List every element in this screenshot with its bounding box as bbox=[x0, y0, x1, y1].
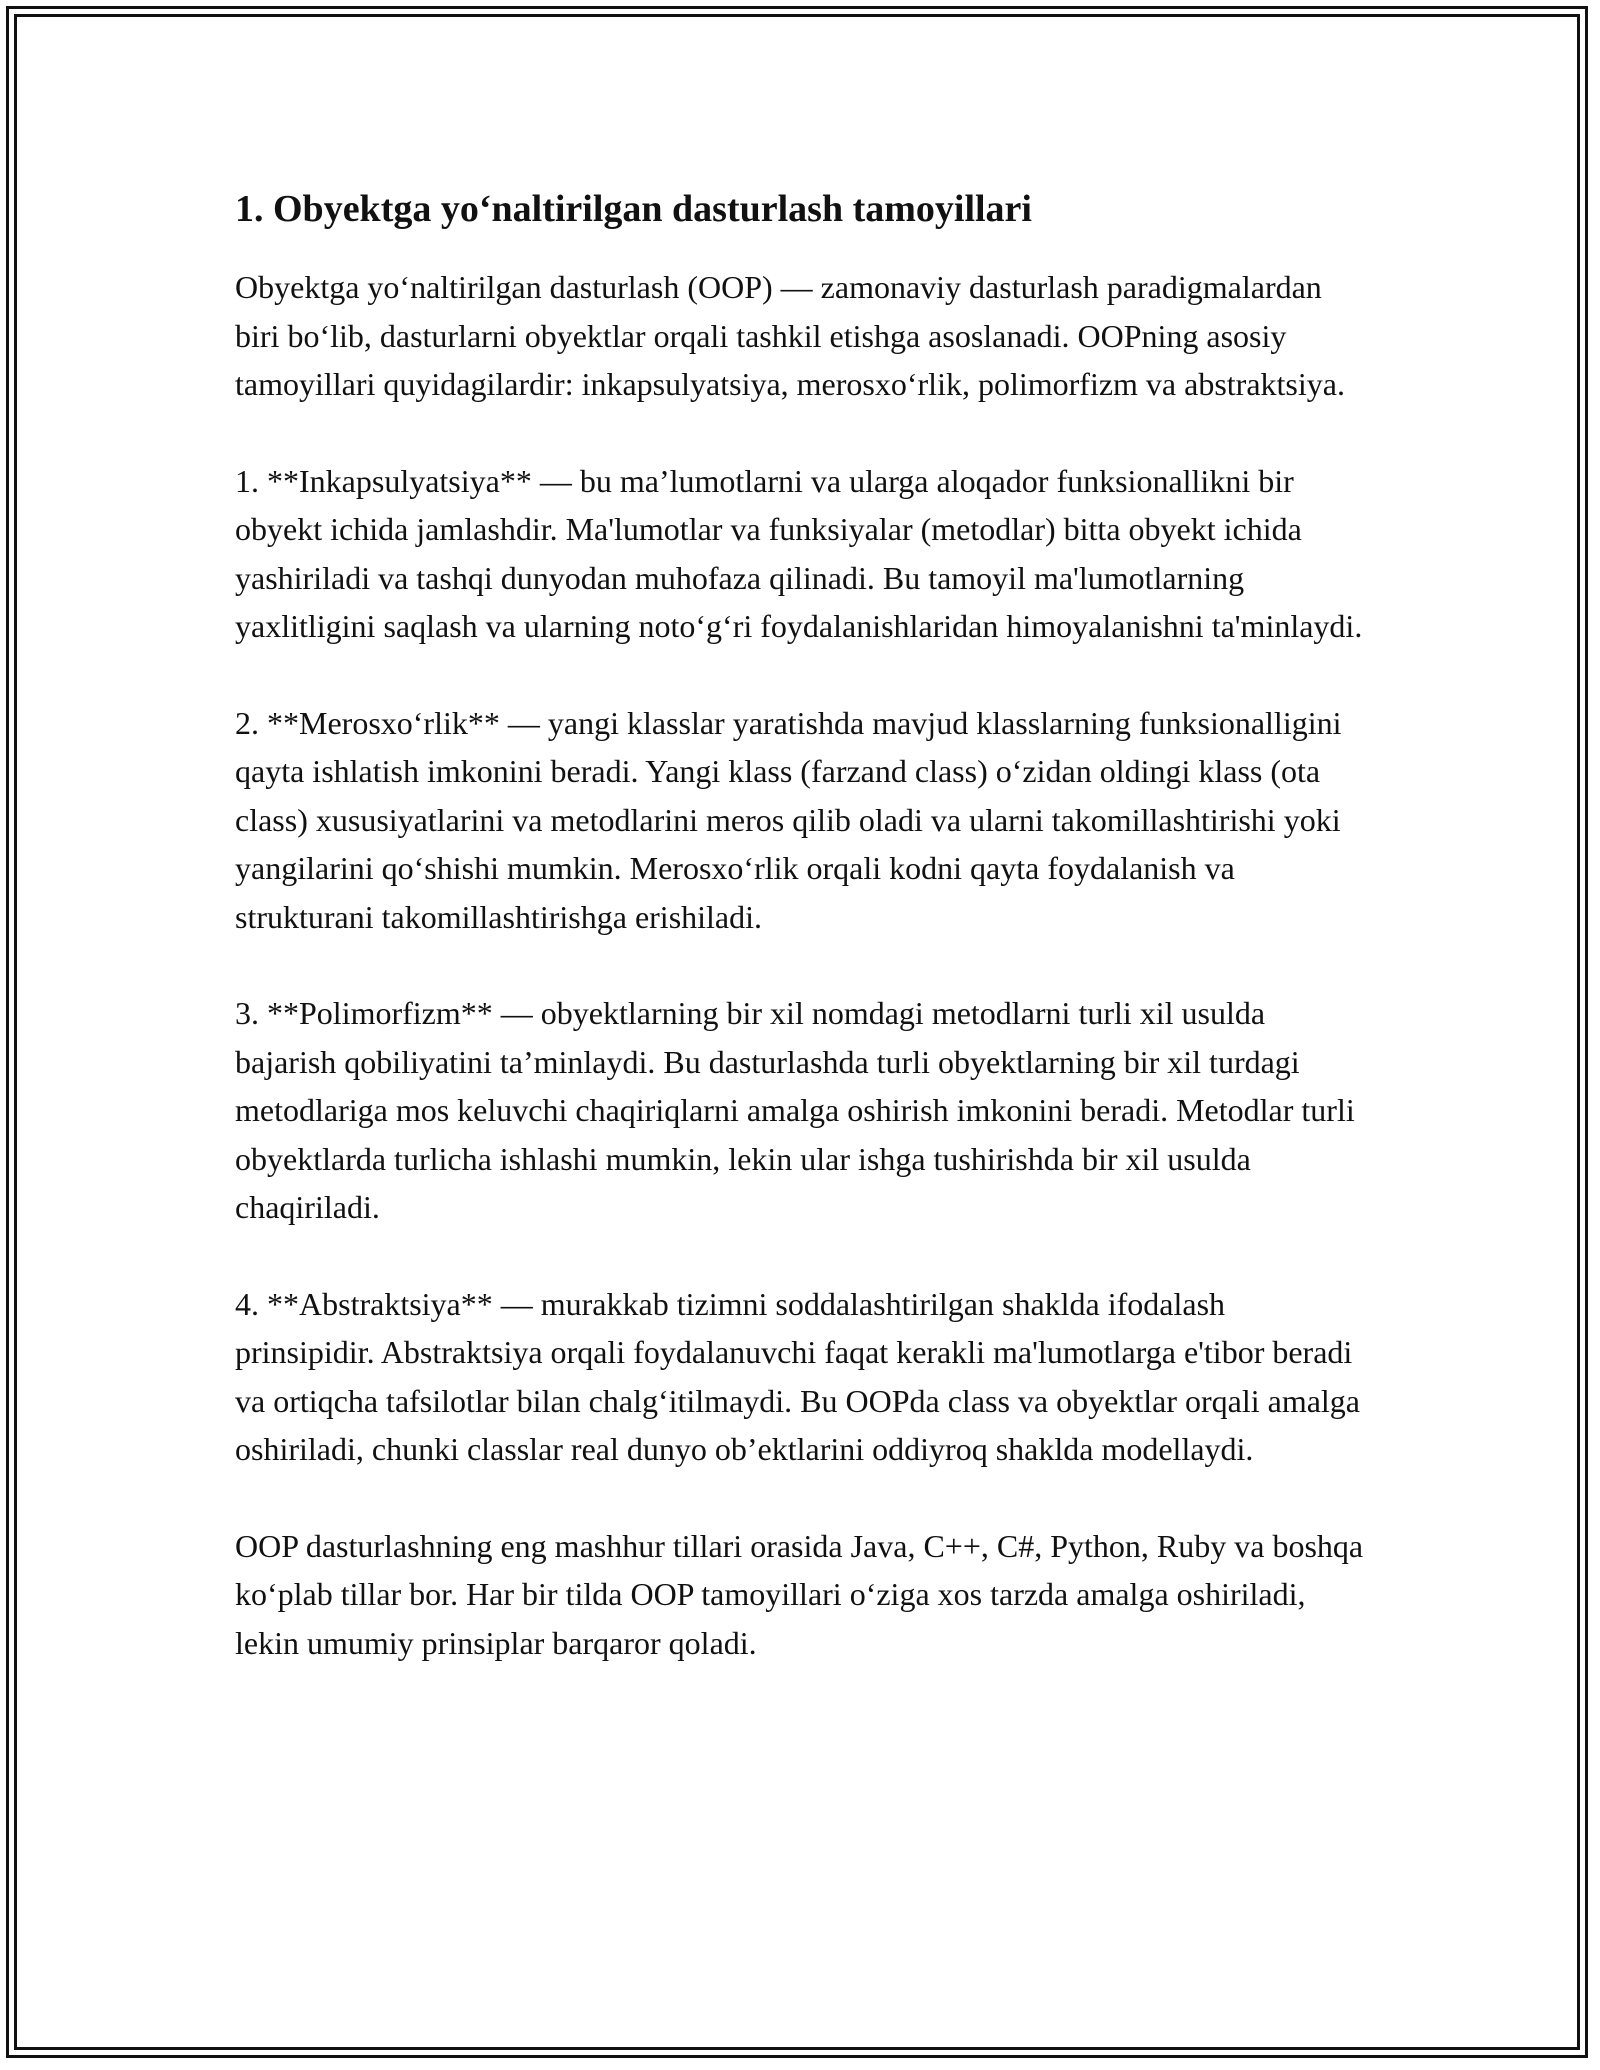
abstraction-paragraph: 4. **Abstraktsiya** — murakkab tizimni soddalashtirilgan shaklda ifodalash prinsipidir. Abstraktsiya orqali foydalanuvchi faqat kerakli ma'lumotlarga e'tibor beradi va ortiqcha tafsilotlar bilan chalg‘itilmaydi. Bu OOPda class va obyektlar orqali amalga oshiriladi, chunki classlar real dunyo ob’ektlarini oddiyroq shaklda modellaydi. bbox=[235, 1285, 1360, 1467]
inheritance-paragraph: 2. **Merosxo‘rlik** — yangi klasslar yaratishda mavjud klasslarning funksionalligini qayta ishlatish imkonini beradi. Yangi klass (farzand class) o‘zidan oldingi klass (ota class) xususiyatlarini va metodlarini meros qilib oladi va ularni takomillashtirishi yoki yangilarini qo‘shishi mumkin. Merosxo‘rlik orqali kodni qayta foydalanish va strukturani takomillashtirishga erishiladi. bbox=[235, 704, 1342, 935]
document-title: 1. Obyektga yo‘naltirilgan dasturlash tamoyillari bbox=[235, 188, 1032, 230]
conclusion-paragraph: OOP dasturlashning eng mashhur tillari orasida Java, C++, C#, Python, Ruby va boshqa ko‘plab tillar bor. Har bir tilda OOP tamoyillari o‘ziga xos tarzda amalga oshiriladi, lekin umumiy prinsiplar barqaror qoladi. bbox=[235, 1527, 1364, 1661]
polymorphism-paragraph: 3. **Polimorfizm** — obyektlarning bir xil nomdagi metodlarni turli xil usulda bajarish qobiliyatini ta’minlaydi. Bu dasturlashda turli obyektlarning bir xil turdagi metodlariga mos keluvchi chaqiriqlarni amalga oshirish imkonini beradi. Metodlar turli obyektlarda turlicha ishlashi mumkin, lekin ular ishga tushirishda bir xil usulda chaqiriladi. bbox=[235, 995, 1355, 1225]
encapsulation-paragraph: 1. **Inkapsulyatsiya** — bu ma’lumotlarni va ularga aloqador funksionallikni bir obyekt ichida jamlashdir. Ma'lumotlar va funksiyalar (metodlar) bitta obyekt ichida yashiriladi va tashqi dunyodan muhofaza qilinadi. Bu tamoyil ma'lumotlarning yaxlitligini saqlash va ularning noto‘g‘ri foydalanishlaridan himoyalanishni ta'minlaydi. bbox=[235, 462, 1363, 644]
intro-paragraph: Obyektga yo‘naltirilgan dasturlash (OOP) — zamonaviy dasturlash paradigmalardan biri bo‘lib, dasturlarni obyektlar orqali tashkil etishga asoslanadi. OOPning asosiy tamoyillari quyidagilardir: inkapsulyatsiya, merosxo‘rlik, polimorfizm va abstraktsiya. bbox=[235, 269, 1345, 402]
document-body bbox=[235, 185, 1365, 1715]
